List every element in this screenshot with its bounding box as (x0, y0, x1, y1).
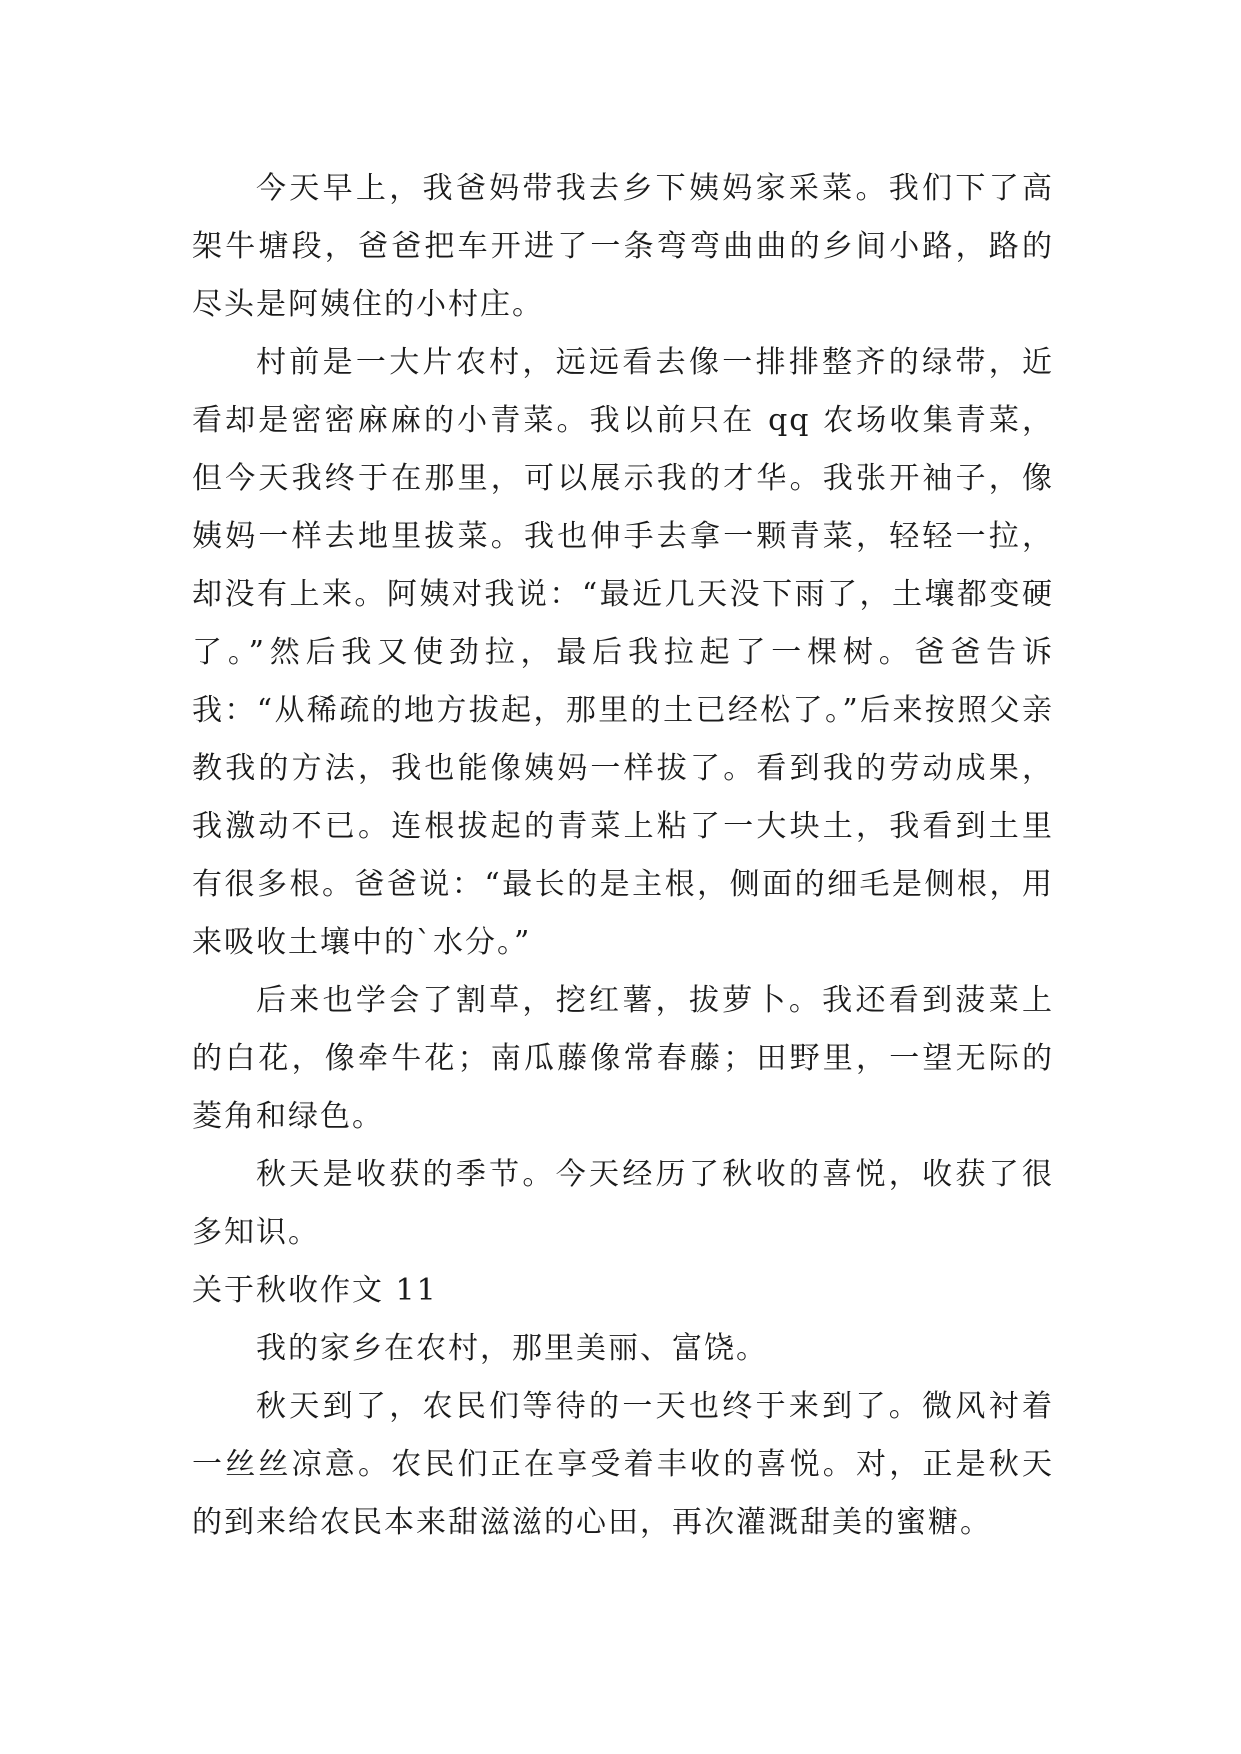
document-page (192, 160, 1054, 1552)
paragraph-autumn-arrives: 秋天到了，农民们等待的一天也终于来到了。微风衬着一丝丝凉意。农民们正在享受着丰收的喜悦。对，正是秋天的到来给农民本来甜滋滋的心田，再次灌溉甜美的蜜糖。 (192, 1389, 1054, 1540)
paragraph-hometown: 我的家乡在农村，那里美丽、富饶。 (256, 1331, 768, 1366)
paragraph-visit-aunt: 今天早上，我爸妈带我去乡下姨妈家采菜。我们下了高架牛塘段，爸爸把车开进了一条弯弯曲曲的乡间小路，路的尽头是阿姨住的小村庄。 (192, 171, 1054, 322)
paragraph-pulling-vegetables: 村前是一大片农村，远远看去像一排排整齐的绿带，近看却是密密麻麻的小青菜。我以前只在 qq 农场收集青菜，但今天我终于在那里，可以展示我的才华。我张开袖子，像姨妈一样去地里拔菜。我也伸手去拿一颗青菜，轻轻一拉，却没有上来。阿姨对我说：“最近几天没下雨了，土壤都变硬了。”然后我又使劲拉，最后我拉起了一棵树。爸爸告诉我：“从稀疏的地方拔起，那里的土已经松了。”后来按照父亲教我的方法，我也能像姨妈一样拔了。看到我的劳动成果，我激动不已。连根拔起的青菜上粘了一大块土，我看到土里有很多根。爸爸说：“最长的是主根，侧面的细毛是侧根，用来吸收土壤中的`水分。” (192, 345, 1054, 960)
paragraph-autumn-harvest: 秋天是收获的季节。今天经历了秋收的喜悦，收获了很多知识。 (192, 1157, 1054, 1250)
essay-heading: 关于秋收作文 11 (192, 1273, 438, 1308)
paragraph-other-chores: 后来也学会了割草，挖红薯，拔萝卜。我还看到菠菜上的白花，像牵牛花；南瓜藤像常春藤；田野里，一望无际的菱角和绿色。 (192, 983, 1054, 1134)
